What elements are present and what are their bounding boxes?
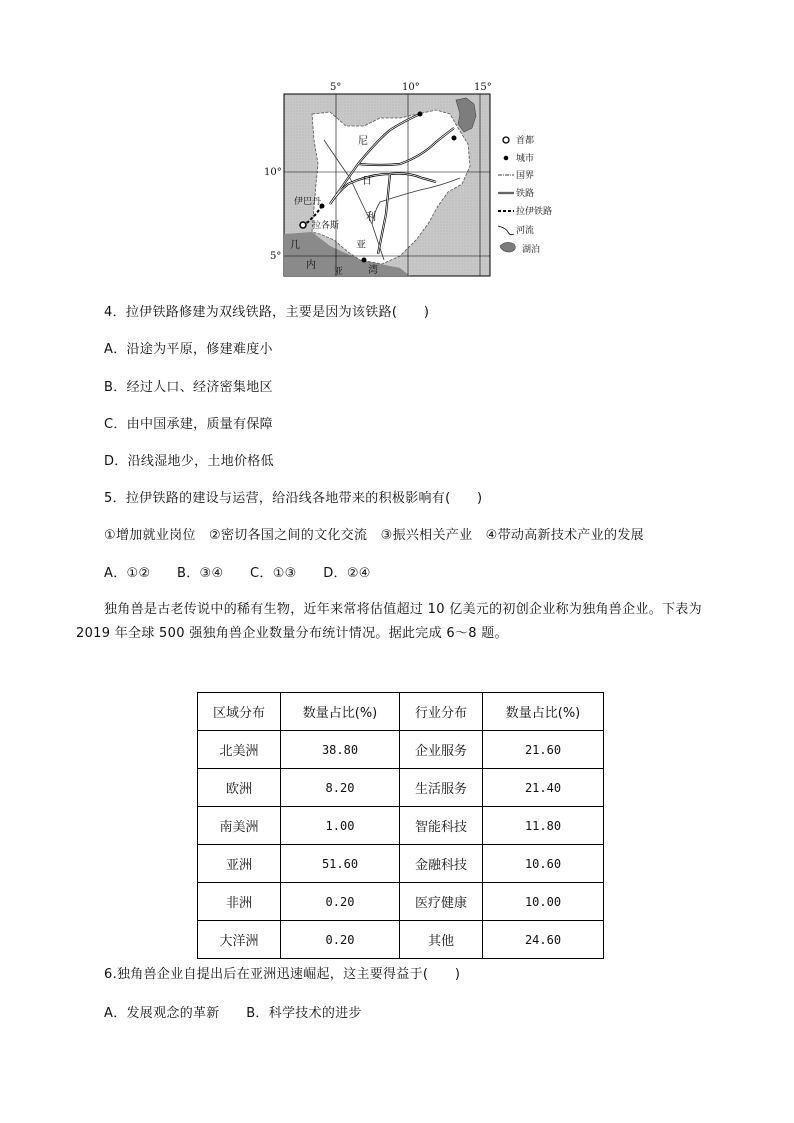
lon-label: 15°	[474, 82, 492, 93]
unicorn-distribution-table	[197, 692, 604, 959]
table-cell: 亚洲	[198, 845, 281, 883]
table-cell: 企业服务	[400, 731, 483, 769]
lat-label: 10°	[264, 167, 282, 178]
table-header: 数量占比(%)	[483, 693, 604, 731]
table-cell: 南美洲	[198, 807, 281, 845]
gulf-label: 几	[290, 240, 300, 251]
intro-line-1: 独角兽是古老传说中的稀有生物，近年来常将估值超过 10 亿美元的初创企业称为独角兽企业。下表为	[104, 602, 702, 617]
country-label: 亚	[356, 240, 366, 251]
city-label-ibadan: 伊巴丹	[294, 197, 322, 207]
q4-option-d: D．沿线湿地少，土地价格低	[104, 454, 274, 469]
table-cell: 生活服务	[400, 769, 483, 807]
table-cell: 51.60	[281, 845, 400, 883]
table-header-row	[198, 693, 604, 731]
table-row	[198, 807, 604, 845]
lake-legend-icon	[500, 242, 515, 252]
table-cell: 金融科技	[400, 845, 483, 883]
intro-line-2: 2019 年全球 500 强独角兽企业数量分布统计情况。据此完成 6～8 题。	[76, 626, 508, 641]
q6-options: A．发展观念的革新 B．科学技术的进步	[104, 1006, 362, 1021]
table-cell: 11.80	[483, 807, 604, 845]
city-dot	[362, 258, 367, 263]
table-cell: 0.20	[281, 883, 400, 921]
city-dot-lagos	[300, 222, 306, 228]
table-header: 行业分布	[400, 693, 483, 731]
table-cell: 北美洲	[198, 731, 281, 769]
gulf-label: 湾	[368, 265, 378, 276]
q5-options: A．①② B．③④ C．①③ D．②④	[104, 566, 371, 581]
lon-label: 10°	[402, 82, 420, 93]
legend-railway: 铁路	[516, 189, 535, 199]
table-cell: 其他	[400, 921, 483, 959]
table-cell: 10.00	[483, 883, 604, 921]
country-label: 日	[362, 176, 372, 187]
table-row	[198, 845, 604, 883]
q4-option-a: A．沿途为平原，修建难度小	[104, 342, 273, 357]
gulf-label: 内	[306, 260, 316, 271]
legend-lake: 湖泊	[522, 245, 541, 255]
table-cell: 8.20	[281, 769, 400, 807]
map-legend	[498, 134, 552, 255]
city-dot	[452, 136, 457, 141]
table-cell: 1.00	[281, 807, 400, 845]
city-dot	[418, 112, 423, 117]
legend-capital: 首都	[516, 136, 535, 146]
city-legend-icon	[504, 156, 509, 161]
question-5-stem: 5．拉伊铁路的建设与运营，给沿线各地带来的积极影响有( )	[104, 491, 483, 506]
gulf-label: 亚	[334, 267, 344, 277]
question-6-stem: 6.独角兽企业自提出后在亚洲迅速崛起，这主要得益于( )	[104, 967, 461, 982]
table-cell: 10.60	[483, 845, 604, 883]
question-4-stem: 4．拉伊铁路修建为双线铁路，主要是因为该铁路( )	[104, 305, 430, 320]
table-row	[198, 921, 604, 959]
table-header: 区域分布	[198, 693, 281, 731]
city-label-lagos: 拉各斯	[312, 221, 340, 231]
lon-label: 5°	[330, 82, 342, 93]
table-row	[198, 883, 604, 921]
table-cell: 智能科技	[400, 807, 483, 845]
river-legend-icon	[498, 226, 514, 235]
table-cell: 欧洲	[198, 769, 281, 807]
table-cell: 24.60	[483, 921, 604, 959]
capital-legend-icon	[503, 137, 509, 143]
table-cell: 21.40	[483, 769, 604, 807]
table-cell: 非洲	[198, 883, 281, 921]
table-cell: 大洋洲	[198, 921, 281, 959]
table-row	[198, 731, 604, 769]
table-cell: 0.20	[281, 921, 400, 959]
q4-option-c: C．由中国承建，质量有保障	[104, 417, 273, 432]
q5-items: ①增加就业岗位 ②密切各国之间的文化交流 ③振兴相关产业 ④带动高新技术产业的发展	[104, 528, 644, 543]
table-header: 数量占比(%)	[281, 693, 400, 731]
table-cell: 医疗健康	[400, 883, 483, 921]
legend-river: 河流	[516, 226, 535, 236]
nigeria-railway-map	[260, 74, 560, 286]
legend-city: 城市	[516, 154, 535, 164]
q4-option-b: B．经过人口、经济密集地区	[104, 380, 273, 395]
table-row	[198, 769, 604, 807]
table-cell: 21.60	[483, 731, 604, 769]
country-label: 尼	[358, 136, 368, 147]
table-cell: 38.80	[281, 731, 400, 769]
country-label: 利	[366, 212, 376, 223]
legend-lagos-ibadan: 拉伊铁路	[516, 207, 553, 217]
legend-border: 国界	[516, 171, 535, 181]
lat-label: 5°	[270, 251, 282, 262]
